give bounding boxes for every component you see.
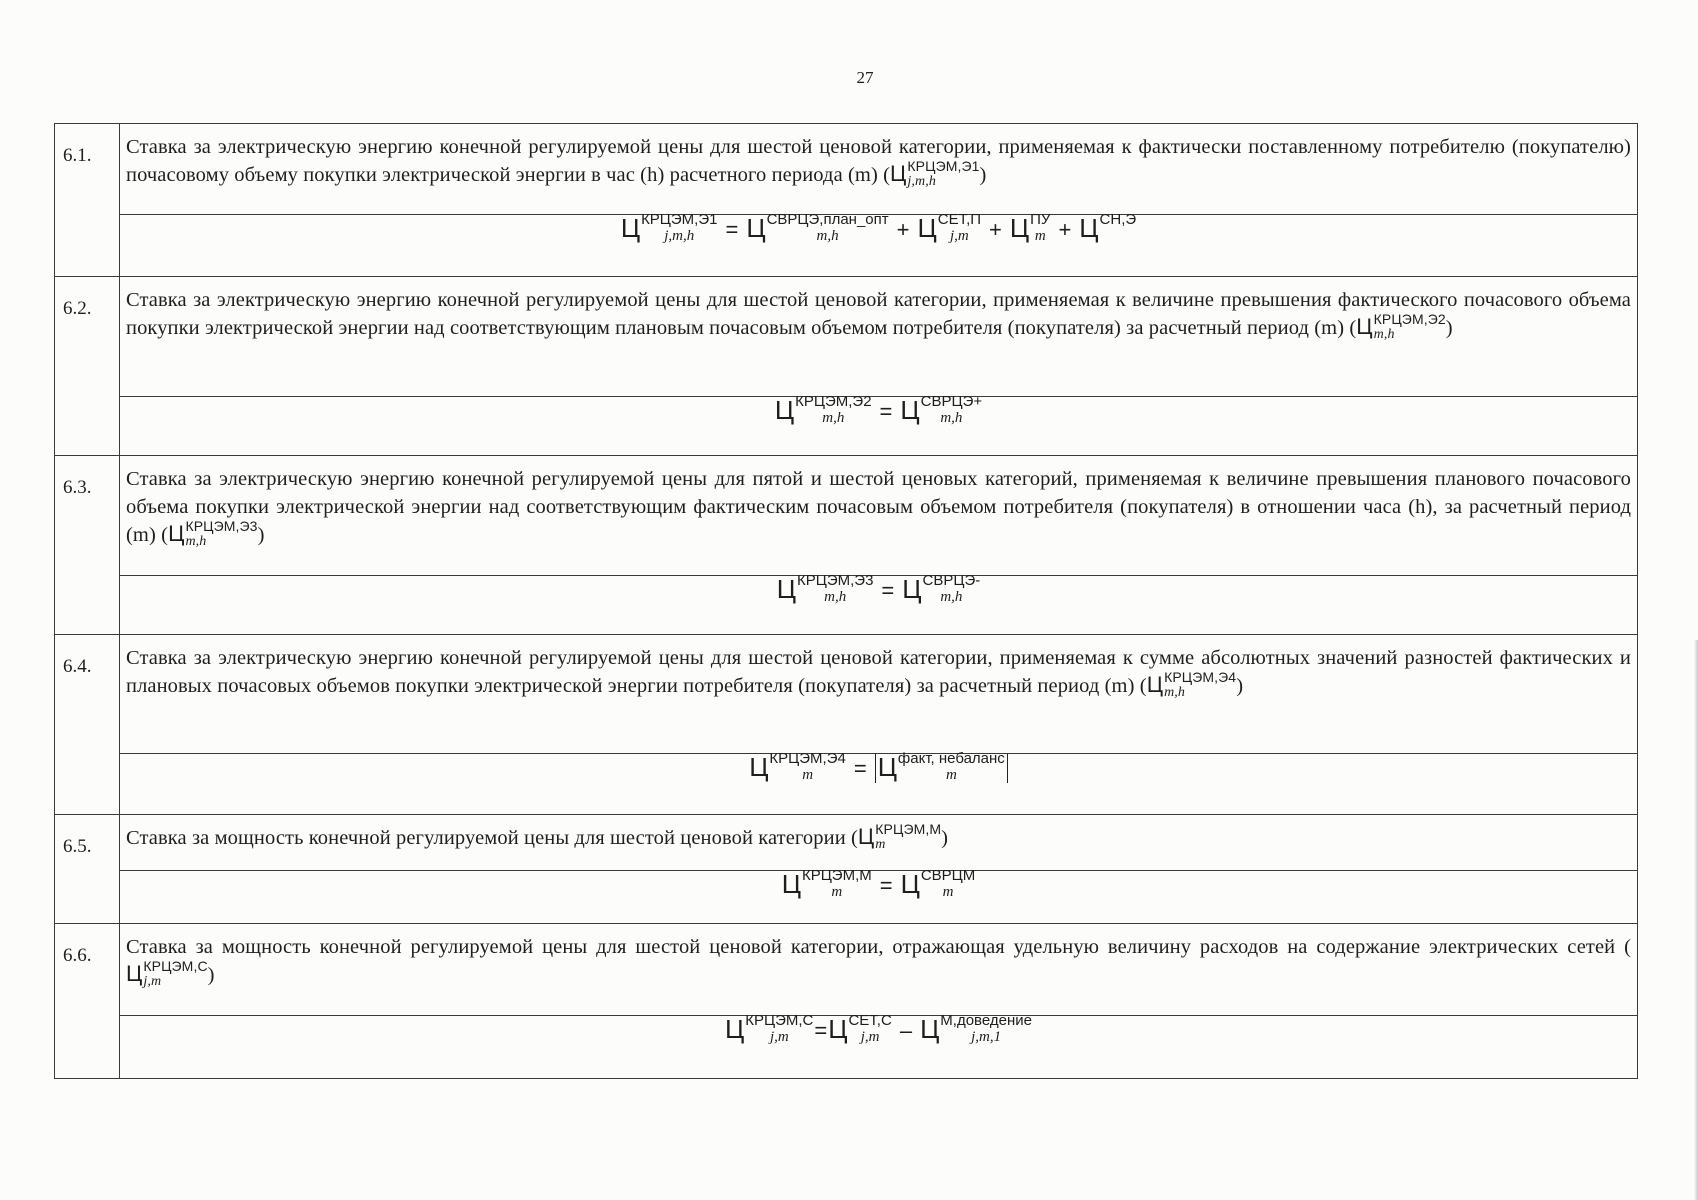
symbol-scripts	[1373, 311, 1446, 343]
price-symbol	[857, 821, 942, 853]
item-number: 6.6.	[55, 924, 120, 1079]
price-symbol	[774, 393, 872, 426]
symbol-superscript: СВРЦМ	[920, 867, 976, 884]
price-symbol	[877, 750, 1005, 783]
price-symbol	[1009, 211, 1051, 244]
rate-description	[120, 277, 1638, 397]
symbol-superscript: СН,Э	[1099, 211, 1137, 228]
symbol-subscript: j,m,h	[664, 228, 695, 244]
formula-operator: =	[879, 398, 893, 424]
price-symbol	[890, 158, 980, 190]
symbol-base: Ц	[917, 213, 937, 243]
symbol-scripts	[920, 867, 976, 900]
formula-operator: =	[853, 755, 867, 781]
symbol-superscript: КРЦЭМ,М	[875, 821, 942, 838]
description-close: )	[941, 827, 949, 849]
symbol-subscript: j,m	[143, 974, 162, 990]
price-symbol	[917, 211, 982, 244]
rate-formula	[120, 867, 1638, 924]
rate-description	[120, 815, 1638, 871]
formula-row	[55, 871, 1638, 924]
symbol-subscript	[1100, 229, 1137, 244]
table-row	[55, 924, 1638, 1016]
symbol-scripts	[1030, 211, 1051, 244]
symbol-subscript: m	[945, 767, 957, 783]
symbol-base: Ц	[1079, 213, 1099, 243]
symbol-subscript: m,h	[940, 589, 963, 605]
symbol-subscript: m,h	[185, 534, 207, 550]
symbol-superscript: КРЦЭМ,С	[745, 1012, 814, 1029]
symbol-scripts	[143, 958, 208, 990]
description-text: Ставка за мощность конечной регулируемой цены для шестой ценовой категории, отражающая удельную величину расходов на содержание электрических сетей (	[126, 936, 1631, 958]
symbol-base: Ц	[1009, 213, 1030, 243]
symbol-scripts	[185, 518, 258, 550]
symbol-base: Ц	[781, 869, 801, 899]
symbol-subscript: j,m	[860, 1029, 880, 1045]
rate-formula	[120, 211, 1638, 277]
symbol-superscript: СЕТ,С	[848, 1012, 892, 1029]
symbol-subscript: m,h	[940, 410, 963, 426]
symbol-base: Ц	[776, 574, 796, 604]
symbol-scripts	[795, 393, 872, 426]
symbol-scripts	[1164, 669, 1237, 701]
symbol-superscript: КРЦЭМ,С	[143, 958, 208, 975]
symbol-scripts	[907, 158, 980, 190]
symbol-subscript: j,m	[769, 1029, 789, 1045]
price-symbol	[828, 1012, 892, 1045]
symbol-superscript: М,доведение	[940, 1012, 1032, 1029]
symbol-subscript: m,h	[1164, 685, 1185, 701]
price-symbol	[1146, 669, 1237, 701]
symbol-scripts	[801, 867, 872, 900]
price-symbol	[126, 958, 208, 990]
rate-description	[120, 924, 1638, 1016]
symbol-subscript: j,m,1	[971, 1029, 1002, 1045]
formula-operator: +	[1058, 216, 1072, 242]
table-row	[55, 124, 1638, 215]
formula-operator: =	[881, 577, 895, 603]
formula-row	[55, 754, 1638, 815]
symbol-scripts	[920, 393, 983, 426]
symbol-scripts	[745, 1012, 814, 1045]
description-close: )	[1236, 675, 1244, 697]
rate-formula	[120, 393, 1638, 456]
symbol-base: Ц	[126, 961, 143, 987]
price-symbol	[1356, 311, 1446, 343]
symbol-superscript: КРЦЭМ,Э2	[1373, 311, 1446, 328]
symbol-superscript: КРЦЭМ,Э4	[1164, 669, 1237, 686]
description-close: )	[1445, 317, 1453, 339]
symbol-subscript: m	[942, 884, 954, 900]
price-symbol	[168, 518, 258, 550]
symbol-base: Ц	[900, 869, 920, 899]
rates-table	[54, 123, 1638, 1079]
symbol-base: Ц	[168, 521, 185, 547]
formula-row	[55, 576, 1638, 635]
symbol-scripts	[940, 1012, 1032, 1045]
symbol-subscript: m	[802, 767, 814, 783]
symbol-base: Ц	[890, 161, 907, 187]
item-number: 6.2.	[55, 277, 120, 456]
symbol-superscript: КРЦЭМ,Э4	[769, 750, 846, 767]
page-number: 27	[856, 68, 874, 87]
formula-operator: =	[879, 872, 893, 898]
symbol-superscript: СВРЦЭ+	[920, 393, 983, 410]
formula-row	[55, 397, 1638, 456]
symbol-scripts	[922, 572, 981, 605]
symbol-base: Ц	[725, 1014, 745, 1044]
price-symbol	[746, 211, 889, 244]
symbol-base: Ц	[774, 395, 795, 425]
table-row	[55, 815, 1638, 871]
price-symbol	[781, 867, 872, 900]
symbol-base: Ц	[1146, 672, 1164, 698]
rate-formula	[120, 572, 1638, 635]
description-text: Ставка за мощность конечной регулируемой цены для шестой ценовой категории (	[126, 827, 858, 849]
symbol-subscript: m,h	[1373, 327, 1395, 343]
symbol-scripts	[897, 750, 1005, 783]
description-text: Ставка за электрическую энергию конечной регулируемой цены для шестой ценовой категории, применяемая к фактически поставленному потребителю (покупателю) почасовому объему покупки электрической энергии в час (h) расчетного периода (m) (	[126, 136, 1631, 186]
table-row	[55, 277, 1638, 397]
symbol-superscript: ПУ	[1030, 211, 1051, 228]
item-number: 6.1.	[55, 124, 120, 277]
price-symbol	[620, 211, 718, 244]
symbol-base: Ц	[620, 213, 641, 243]
formula-operator: =	[814, 1017, 828, 1043]
symbol-scripts	[797, 572, 874, 605]
symbol-superscript: КРЦЭМ,Э2	[795, 393, 872, 410]
symbol-scripts	[937, 211, 982, 244]
price-symbol	[920, 1012, 1032, 1045]
formula-row	[55, 215, 1638, 277]
formula-operator: –	[899, 1017, 913, 1043]
table-row	[55, 635, 1638, 754]
table-row	[55, 456, 1638, 576]
symbol-subscript: m,h	[822, 410, 845, 426]
item-number: 6.5.	[55, 815, 120, 924]
symbol-scripts	[766, 211, 889, 244]
scan-edge	[1694, 640, 1698, 1200]
symbol-superscript: КРЦЭМ,Э1	[641, 211, 718, 228]
symbol-superscript: СВРЦЭ,план_опт	[766, 211, 889, 228]
rate-description	[120, 635, 1638, 754]
symbol-scripts	[641, 211, 718, 244]
symbol-subscript: m	[1034, 228, 1046, 244]
symbol-superscript: факт, небаланс	[897, 750, 1005, 767]
symbol-subscript: m	[831, 884, 843, 900]
price-symbol	[1079, 211, 1137, 244]
description-text: Ставка за электрическую энергию конечной регулируемой цены для шестой ценовой категории, применяемая к величине превышения фактического почасового объема покупки электрической энергии над соответствующим плановым почасовым объемом потребителя (покупателя) за расчетный период (m) (	[126, 289, 1631, 339]
symbol-superscript: СЕТ,П	[937, 211, 982, 228]
symbol-base: Ц	[902, 574, 922, 604]
absolute-value-bars	[875, 750, 1008, 783]
symbol-base: Ц	[828, 1014, 848, 1044]
price-symbol	[749, 750, 846, 783]
formula-operator: =	[725, 216, 739, 242]
description-close: )	[979, 164, 987, 186]
price-symbol	[900, 867, 976, 900]
symbol-superscript: КРЦЭМ,М	[801, 867, 872, 884]
formula-operator: +	[896, 216, 910, 242]
symbol-subscript: j,m	[950, 228, 969, 244]
price-symbol	[900, 393, 983, 426]
symbol-scripts	[769, 750, 846, 783]
description-text: Ставка за электрическую энергию конечной регулируемой цены для шестой ценовой категории, применяемая к сумме абсолютных значений разностей фактических и плановых почасовых объемов покупки электрической энергии потребителя (покупателя) за расчетный период (m) (	[126, 647, 1631, 697]
description-close: )	[257, 524, 265, 546]
symbol-subscript: m,h	[824, 589, 847, 605]
symbol-base: Ц	[746, 213, 766, 243]
rate-formula	[120, 750, 1638, 815]
symbol-subscript: m,h	[816, 228, 839, 244]
symbol-scripts	[875, 821, 942, 853]
symbol-base: Ц	[920, 1014, 940, 1044]
symbol-base: Ц	[900, 395, 920, 425]
item-number: 6.4.	[55, 635, 120, 815]
price-symbol	[776, 572, 874, 605]
price-symbol	[902, 572, 981, 605]
price-symbol	[725, 1012, 814, 1045]
symbol-base: Ц	[857, 824, 875, 850]
symbol-superscript: КРЦЭМ,Э3	[185, 518, 258, 535]
symbol-subscript: j,m,h	[907, 174, 936, 190]
formula-operator: +	[989, 216, 1002, 242]
formula-row	[55, 1016, 1638, 1079]
symbol-superscript: КРЦЭМ,Э3	[797, 572, 874, 589]
rate-description	[120, 124, 1638, 215]
rate-description	[120, 456, 1638, 576]
symbol-base: Ц	[749, 752, 769, 782]
description-text: Ставка за электрическую энергию конечной регулируемой цены для пятой и шестой ценовых категорий, применяемая к величине превышения планового почасового объема покупки электрической энергии над соответствующим фактическим почасовым объемом потребителя (покупателя) в отношении часа (h), за расчетный период (m) (	[126, 468, 1631, 546]
description-close: )	[207, 964, 215, 986]
rate-formula	[120, 1012, 1638, 1079]
symbol-base: Ц	[1356, 314, 1373, 340]
symbol-scripts	[848, 1012, 892, 1045]
item-number: 6.3.	[55, 456, 120, 635]
symbol-base: Ц	[877, 752, 897, 782]
symbol-superscript: СВРЦЭ-	[922, 572, 981, 589]
symbol-superscript: КРЦЭМ,Э1	[907, 158, 980, 175]
symbol-subscript: m	[875, 837, 886, 853]
symbol-scripts	[1099, 211, 1137, 244]
